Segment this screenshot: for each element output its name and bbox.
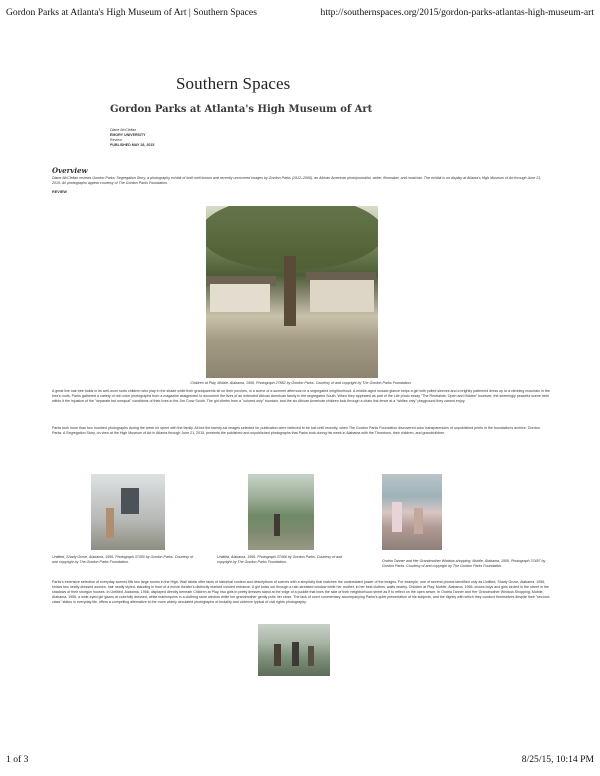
photo-caption-untitled-alabama: Untitled, Alabama, 1956. Photograph 37466 by Gordon Parks. Courtesy of and copyright by The Gordon Parks Foundation. xyxy=(217,555,343,564)
photo-caption-window-shopping: Ondria Tanner and Her Grandmother Window-shopping, Mobile, Alabama, 1956. Photograph 37487 by Gordon Parks. Courtesy of and copyright by The Gordon Parks Foundation. xyxy=(382,559,546,568)
photo-house-left xyxy=(210,284,270,312)
print-header xyxy=(6,7,594,21)
article-title: Gordon Parks at Atlanta's High Museum of Art xyxy=(110,104,373,115)
site-name[interactable]: Southern Spaces xyxy=(176,74,291,93)
photo-figure xyxy=(274,514,280,536)
photo-figure xyxy=(308,646,314,666)
photo-figure xyxy=(106,508,114,538)
main-photo-caption: Children at Play, Mobile, Alabama, 1956. Photograph 27882 by Gordon Parks. Courtesy of and copyright by The Gordon Parks Foundation. xyxy=(190,381,412,385)
body-paragraph-3: Parks's extensive selection of everyday scenes fills two large rooms in the High. Wall labels offer facts of historical context and descriptions of scenes with a simplicity that matches the understated power of the images. For example, one of several photos identified only as Untitled, Shady Grove, Alabama, 1956, shows two neatly dressed women, hair neatly styled, standing in front of a movie theater's distinctly marked colored entrance. A girl looks out through a rain-streaked window while her mother, in her best clothes, waits nearby. Children at Play, Mobile, Alabama, 1956, shows boys and girls circled in the street in the shadows of their shotgun houses. In Untitled, Alabama, 1956, displayed directly beneath Children at Play, two girls in pretty dresses stand at the edge of a puddle that lines the side of their neighborhood street as if to reflect on the open sewer. In Ondria Tanner and Her Grandmother Window-Shopping, Mobile, Alabama, 1956, a wide-eyed girl gazes at colorfully dressed, white mannequins in a clothing store window while her grandmother gently pulls her close. The lack of overt commentary accompanying Parks's quiet presentation of his subjects, and the dignity with which they conduct themselves despite their "second-class" status in everyday life, offers a compelling alternative to the more widely circulated photographs of brutality and violence typical of civil rights photography. xyxy=(52,580,550,604)
main-photo-children-at-play[interactable] xyxy=(206,206,378,378)
publish-date: PUBLISHED MAY 28, 2015 xyxy=(110,143,155,147)
article-type: Review xyxy=(110,138,122,142)
overview-text: Diane McClellan reviews Gordon Parks: Segregation Story, a photography exhibit of both well known and recently uncovered images by Gordon Parks (1912–2006), an African American photojournalist, writer, filmmaker, and musician. The exhibit is on display at Atlanta's High Museum of Art through June 21, 2015. All photographs appear courtesy of The Gordon Parks Foundation. xyxy=(52,176,542,185)
body-paragraph-2: Parks took more than two hundred photographs during the week he spent with the family. All but the twenty-six images selected for publication were believed to be lost until recently, when The Gordon Parks Foundation discovered color transparencies of unpublished prints in the foundation's archive. Gordon Parks: A Segregation Story, on view at the High Museum of Art in Atlanta through June 21, 2015, presents the published and unpublished photographs that Parks took during his week in Alabama with the Thorntons, their children, and grandchildren. xyxy=(52,426,540,435)
photo-shady-grove[interactable] xyxy=(91,474,165,550)
photo-figure xyxy=(414,508,423,534)
body-paragraph-1: A great live oak tree holds in its well-worn roots children who play in the shade while their grandparents sit on their porches, in a scene of a summer afternoon in a segregated neighborhood. A middle-aged mosaic glance helps a girl with pulled sleeves and a brightly patterned dress up to a climbing mountain in the tree's roots. Parks gathered a variety of rich color photographs from a magazine assignment to document the lives of an extended African American family in the segregated South. When they appeared as part of the Life photo essay "The Restraints: Open and Hidden" however, the seemingly peaceful scene held within it the injustice of the "separate but unequal" conditions of their lives in the Jim Crow South. The girl climbs from a "colored only" fountain, and the six African American children look through a chain link fence at a "whites only" playground they cannot enjoy. xyxy=(52,389,550,403)
page-number: 1 of 3 xyxy=(6,754,29,765)
photo-figure xyxy=(392,502,402,532)
photo-house-right xyxy=(310,280,374,312)
print-page-url[interactable]: http://southernspaces.org/2015/gordon-parks-atlantas-high-museum-art xyxy=(320,7,594,18)
photo-untitled-alabama[interactable] xyxy=(248,474,314,550)
photo-caption-shady-grove: Untitled, Shady Grove, Alabama, 1956. Photograph 37450 by Gordon Parks. Courtesy of and copyright by The Gordon Parks Foundation. xyxy=(52,555,194,564)
author-affiliation: EMORY UNIVERSITY xyxy=(110,133,146,137)
photo-tree-trunk xyxy=(284,256,296,326)
author-name[interactable]: Diane McClellan xyxy=(110,128,137,132)
overview-heading: Overview xyxy=(52,166,88,175)
photo-window-shopping[interactable] xyxy=(382,474,442,550)
print-datetime: 8/25/15, 10:14 PM xyxy=(521,754,594,765)
photo-window xyxy=(121,488,139,514)
photo-bottom-group[interactable] xyxy=(258,624,330,676)
print-footer xyxy=(6,754,594,768)
review-heading: REVIEW xyxy=(52,190,67,194)
article-meta xyxy=(110,128,154,148)
photo-figure xyxy=(274,644,281,666)
photo-figure xyxy=(292,642,299,666)
print-page-title: Gordon Parks at Atlanta's High Museum of Art | Southern Spaces xyxy=(6,7,257,18)
